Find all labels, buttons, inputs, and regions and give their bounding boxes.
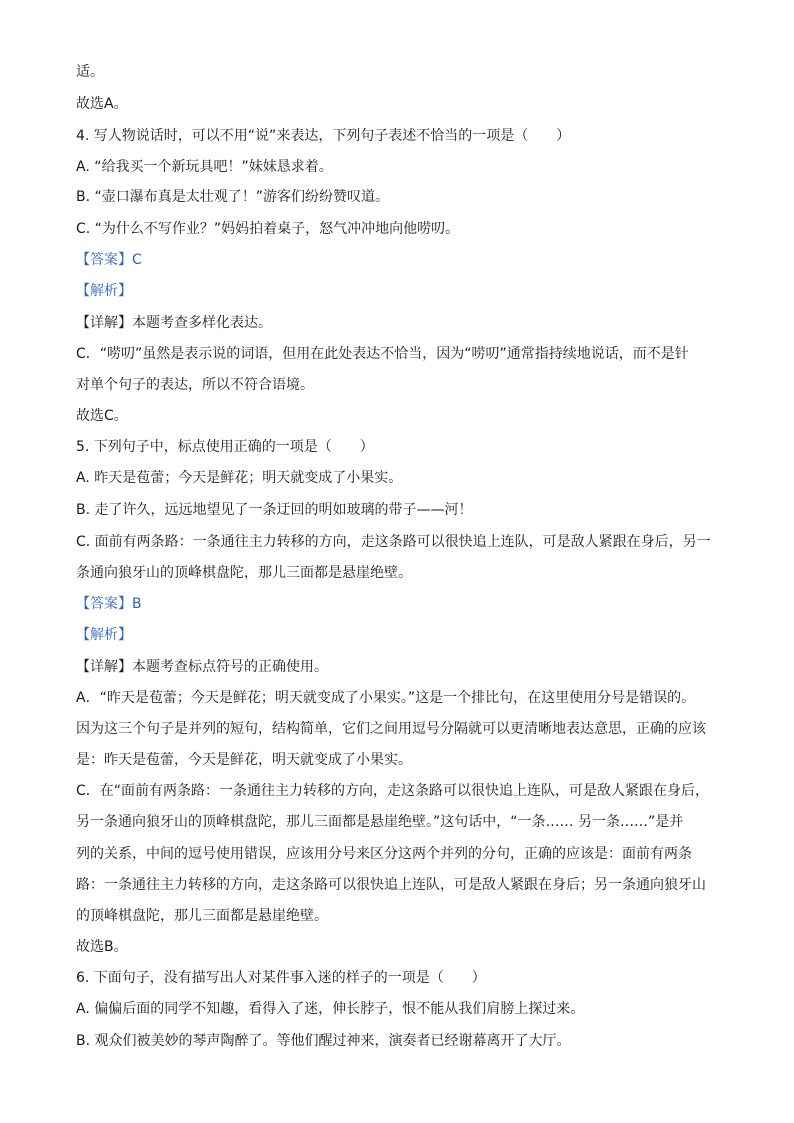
text-line: C．在“面前有两条路：一条通往主力转移的方向，走这条路可以很快追上连队，可是敌人紧跟在身后，	[76, 783, 710, 799]
question-5: 5. 下列句子中，标点使用正确的一项是（ ）	[76, 439, 374, 455]
option-c: C. 面前有两条路：一条通往主力转移的方向，走这条路可以很快追上连队，可是敌人紧跟在身后，另一	[76, 534, 711, 550]
option-a: A. 昨天是苞蕾；今天是鲜花；明天就变成了小果实。	[76, 470, 403, 486]
option-c: C. “为什么不写作业？”妈妈拍着桌子，怒气冲冲地向他唠叨。	[76, 221, 460, 237]
option-b: B. “壶口瀑布真是太壮观了！”游客们纷纷赞叹道。	[76, 189, 390, 205]
answer-label: 【答案】C	[76, 252, 142, 268]
text-line: 是：昨天是苞蕾，今天是鲜花，明天就变成了小果实。	[76, 752, 412, 768]
option-a: A. “给我买一个新玩具吧！”妹妹恳求着。	[76, 159, 333, 175]
option-b: B. 走了许久，远远地望见了一条迂回的明如玻璃的带子——河！	[76, 502, 473, 518]
text-line: A．“昨天是苞蕾；今天是鲜花；明天就变成了小果实。”这是一个排比句，在这里使用分号是错误的。	[76, 690, 696, 706]
text-line: 的顶峰棋盘陀，那儿三面都是悬崖绝壁。	[76, 908, 328, 924]
text-line: 列的关系，中间的逗号使用错误，应该用分号来区分这两个并列的分句，正确的应该是：面前有两条	[76, 846, 692, 862]
answer-label: 【答案】B	[76, 596, 142, 612]
question-6: 6. 下面句子，没有描写出人对某件事入迷的样子的一项是（ ）	[76, 970, 486, 986]
text-line: 故选A。	[76, 96, 128, 112]
option-a: A. 偏偏后面的同学不知趣，看得入了迷，伸长脖子，恨不能从我们肩膀上探过来。	[76, 1001, 585, 1017]
analysis-label: 【解析】	[76, 627, 132, 643]
text-line: C．“唠叨”虽然是表示说的词语，但用在此处表达不恰当，因为“唠叨”通常指持续地说话，而不是针	[76, 346, 689, 362]
text-line: 路：一条通往主力转移的方向，走这条路可以很快追上连队，可是敌人紧跟在身后；另一条通向狼牙山	[76, 877, 706, 893]
text-line: 对单个句子的表达，所以不符合语境。	[76, 377, 314, 393]
analysis-label: 【解析】	[76, 283, 132, 299]
detail-text: 【详解】本题考查多样化表达。	[76, 315, 272, 331]
text-line: 因为这三个句子是并列的短句，结构简单，它们之间用逗号分隔就可以更清晰地表达意思，正确的应该	[76, 721, 706, 737]
text-line: 适。	[76, 64, 104, 80]
option-b: B. 观众们被美妙的琴声陶醉了。等他们醒过神来，演奏者已经谢幕离开了大厅。	[76, 1033, 571, 1049]
text-line: 另一条通向狼牙山的顶峰棋盘陀，那儿三面都是悬崖绝壁。”这句话中，“一条…… 另一条……”是并	[76, 814, 684, 830]
question-4: 4. 写人物说话时，可以不用“说”来表达，下列句子表述不恰当的一项是（ ）	[76, 128, 571, 144]
text-line: 故选B。	[76, 939, 128, 955]
detail-text: 【详解】本题考查标点符号的正确使用。	[76, 659, 328, 675]
text-line: 条通向狼牙山的顶峰棋盘陀，那儿三面都是悬崖绝壁。	[76, 565, 412, 581]
text-line: 故选C。	[76, 408, 128, 424]
